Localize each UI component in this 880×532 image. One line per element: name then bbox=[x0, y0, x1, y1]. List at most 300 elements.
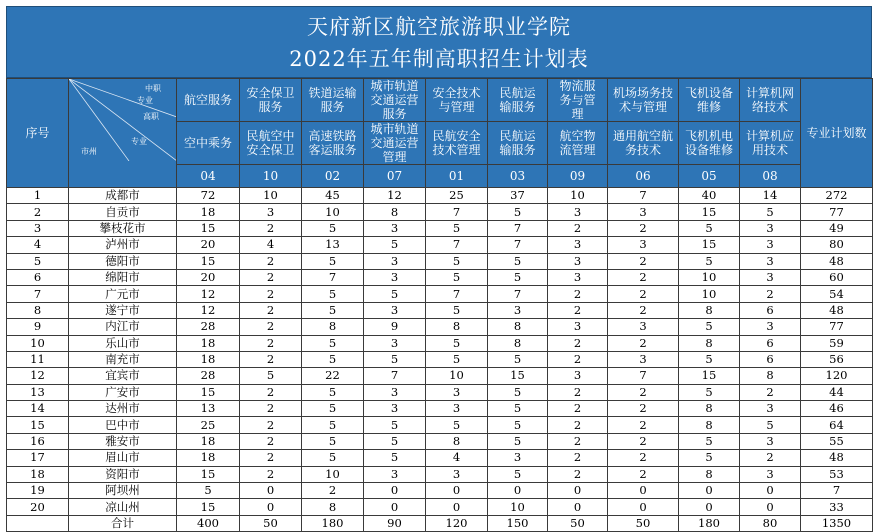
city-name: 攀枝花市 bbox=[69, 220, 177, 236]
plan-count: 8 bbox=[679, 401, 740, 417]
row-total: 55 bbox=[801, 433, 873, 449]
plan-count: 2 bbox=[240, 220, 302, 236]
plan-count: 3 bbox=[426, 384, 488, 400]
table-row bbox=[7, 188, 873, 204]
plan-count: 3 bbox=[488, 302, 548, 318]
row-total: 44 bbox=[801, 384, 873, 400]
plan-count: 3 bbox=[240, 204, 302, 220]
plan-count: 2 bbox=[608, 450, 679, 466]
plan-count: 2 bbox=[548, 286, 608, 302]
plan-count: 2 bbox=[608, 433, 679, 449]
plan-count: 0 bbox=[240, 483, 302, 499]
city-name: 广安市 bbox=[69, 384, 177, 400]
major-gz-06: 通用航空航务技术 bbox=[608, 122, 679, 165]
city-name: 内江市 bbox=[69, 319, 177, 335]
row-number: 7 bbox=[7, 286, 69, 302]
major-zz-05: 飞机设备维修 bbox=[679, 79, 740, 122]
plan-count: 3 bbox=[548, 269, 608, 285]
plan-count: 13 bbox=[302, 237, 364, 253]
plan-count: 5 bbox=[426, 351, 488, 367]
plan-count: 10 bbox=[679, 286, 740, 302]
plan-count: 15 bbox=[177, 499, 240, 515]
plan-count: 2 bbox=[548, 466, 608, 482]
plan-count: 15 bbox=[177, 253, 240, 269]
plan-count: 7 bbox=[488, 286, 548, 302]
plan-count: 6 bbox=[740, 302, 801, 318]
row-number: 15 bbox=[7, 417, 69, 433]
plan-count: 2 bbox=[240, 302, 302, 318]
title-banner bbox=[6, 6, 872, 78]
plan-count: 0 bbox=[608, 483, 679, 499]
major-gz-04: 空中乘务 bbox=[177, 122, 240, 165]
plan-count: 2 bbox=[240, 269, 302, 285]
city-name: 绵阳市 bbox=[69, 269, 177, 285]
table-row bbox=[7, 335, 873, 351]
plan-count: 0 bbox=[364, 483, 426, 499]
plan-count: 7 bbox=[426, 204, 488, 220]
plan-count: 0 bbox=[548, 499, 608, 515]
plan-count: 5 bbox=[488, 466, 548, 482]
plan-count: 0 bbox=[548, 483, 608, 499]
plan-count: 8 bbox=[679, 335, 740, 351]
row-number: 18 bbox=[7, 466, 69, 482]
row-total: 46 bbox=[801, 401, 873, 417]
plan-count: 3 bbox=[548, 204, 608, 220]
plan-count: 10 bbox=[679, 269, 740, 285]
column-total: 400 bbox=[177, 515, 240, 531]
plan-count: 3 bbox=[608, 319, 679, 335]
column-total: 50 bbox=[548, 515, 608, 531]
plan-count: 15 bbox=[679, 237, 740, 253]
plan-count: 2 bbox=[608, 302, 679, 318]
plan-count: 15 bbox=[679, 204, 740, 220]
plan-count: 5 bbox=[302, 220, 364, 236]
plan-count: 8 bbox=[488, 335, 548, 351]
plan-count: 5 bbox=[488, 433, 548, 449]
plan-count: 3 bbox=[740, 319, 801, 335]
plan-count: 7 bbox=[364, 368, 426, 384]
major-zz-01: 安全技术与管理 bbox=[426, 79, 488, 122]
plan-count: 2 bbox=[240, 384, 302, 400]
table-row bbox=[7, 384, 873, 400]
plan-count: 0 bbox=[240, 499, 302, 515]
plan-count: 2 bbox=[548, 433, 608, 449]
plan-count: 5 bbox=[488, 384, 548, 400]
plan-count: 15 bbox=[177, 384, 240, 400]
plan-count: 5 bbox=[679, 351, 740, 367]
plan-count: 3 bbox=[608, 204, 679, 220]
plan-count: 3 bbox=[608, 351, 679, 367]
city-name: 资阳市 bbox=[69, 466, 177, 482]
major-code: 03 bbox=[488, 165, 548, 188]
major-gz-07: 城市轨道交通运营管理 bbox=[364, 122, 426, 165]
row-number: 1 bbox=[7, 188, 69, 204]
row-total: 272 bbox=[801, 188, 873, 204]
column-total: 90 bbox=[364, 515, 426, 531]
plan-count: 5 bbox=[740, 417, 801, 433]
plan-count: 2 bbox=[608, 269, 679, 285]
major-zz-08: 计算机网络技术 bbox=[740, 79, 801, 122]
city-name: 成都市 bbox=[69, 188, 177, 204]
table-title: 2022年五年制高职招生计划表 bbox=[289, 47, 589, 71]
plan-count: 12 bbox=[177, 286, 240, 302]
plan-count: 2 bbox=[240, 417, 302, 433]
plan-count: 5 bbox=[302, 335, 364, 351]
row-number: 14 bbox=[7, 401, 69, 417]
plan-count: 2 bbox=[608, 384, 679, 400]
plan-count: 2 bbox=[240, 401, 302, 417]
plan-count: 8 bbox=[426, 319, 488, 335]
row-total: 56 bbox=[801, 351, 873, 367]
row-number: 6 bbox=[7, 269, 69, 285]
table-row bbox=[7, 417, 873, 433]
row-number: 20 bbox=[7, 499, 69, 515]
row-total: 64 bbox=[801, 417, 873, 433]
table-row bbox=[7, 204, 873, 220]
plan-count: 40 bbox=[679, 188, 740, 204]
plan-count: 0 bbox=[426, 499, 488, 515]
row-total: 77 bbox=[801, 204, 873, 220]
grand-total: 1350 bbox=[801, 515, 873, 531]
column-total: 150 bbox=[488, 515, 548, 531]
plan-count: 4 bbox=[240, 237, 302, 253]
row-number: 5 bbox=[7, 253, 69, 269]
table-row bbox=[7, 499, 873, 515]
row-total: 60 bbox=[801, 269, 873, 285]
table-row bbox=[7, 368, 873, 384]
plan-count: 15 bbox=[679, 368, 740, 384]
plan-count: 5 bbox=[364, 351, 426, 367]
plan-count: 3 bbox=[740, 401, 801, 417]
plan-count: 3 bbox=[740, 253, 801, 269]
major-zz-02: 铁道运输服务 bbox=[302, 79, 364, 122]
plan-count: 72 bbox=[177, 188, 240, 204]
plan-count: 5 bbox=[679, 433, 740, 449]
plan-count: 12 bbox=[364, 188, 426, 204]
plan-count: 4 bbox=[426, 450, 488, 466]
plan-count: 5 bbox=[302, 286, 364, 302]
row-number: 17 bbox=[7, 450, 69, 466]
plan-count: 3 bbox=[426, 466, 488, 482]
row-number: 19 bbox=[7, 483, 69, 499]
city-name: 雅安市 bbox=[69, 433, 177, 449]
plan-count: 2 bbox=[608, 401, 679, 417]
column-total: 180 bbox=[679, 515, 740, 531]
plan-count: 2 bbox=[548, 401, 608, 417]
corner-label-zhongzhi: 中职 bbox=[145, 84, 161, 93]
plan-count: 8 bbox=[740, 368, 801, 384]
plan-count: 0 bbox=[740, 499, 801, 515]
plan-count: 3 bbox=[608, 237, 679, 253]
column-total: 50 bbox=[608, 515, 679, 531]
plan-count: 5 bbox=[426, 220, 488, 236]
plan-count: 5 bbox=[679, 450, 740, 466]
plan-count: 3 bbox=[740, 220, 801, 236]
column-total: 120 bbox=[426, 515, 488, 531]
plan-count: 5 bbox=[426, 253, 488, 269]
major-gz-08: 计算机应用技术 bbox=[740, 122, 801, 165]
major-code: 02 bbox=[302, 165, 364, 188]
plan-count: 2 bbox=[548, 302, 608, 318]
column-total: 50 bbox=[240, 515, 302, 531]
plan-count: 3 bbox=[548, 319, 608, 335]
plan-count: 18 bbox=[177, 335, 240, 351]
plan-count: 6 bbox=[740, 335, 801, 351]
plan-count: 18 bbox=[177, 204, 240, 220]
plan-count: 2 bbox=[608, 220, 679, 236]
plan-count: 2 bbox=[740, 384, 801, 400]
plan-count: 5 bbox=[426, 269, 488, 285]
plan-count: 0 bbox=[364, 499, 426, 515]
row-total: 48 bbox=[801, 450, 873, 466]
plan-count: 3 bbox=[740, 466, 801, 482]
plan-count: 7 bbox=[426, 237, 488, 253]
plan-count: 3 bbox=[740, 237, 801, 253]
plan-count: 7 bbox=[608, 188, 679, 204]
total-header: 专业计划数 bbox=[801, 79, 873, 188]
plan-count: 5 bbox=[364, 286, 426, 302]
plan-count: 8 bbox=[302, 499, 364, 515]
major-gz-05: 飞机机电设备维修 bbox=[679, 122, 740, 165]
plan-count: 20 bbox=[177, 269, 240, 285]
plan-count: 3 bbox=[488, 450, 548, 466]
table-row bbox=[7, 286, 873, 302]
city-name: 自贡市 bbox=[69, 204, 177, 220]
plan-count: 45 bbox=[302, 188, 364, 204]
major-code: 07 bbox=[364, 165, 426, 188]
plan-count: 8 bbox=[679, 466, 740, 482]
plan-count: 2 bbox=[608, 417, 679, 433]
plan-count: 0 bbox=[679, 499, 740, 515]
plan-count: 3 bbox=[426, 401, 488, 417]
corner-label-shizhou: 市州 bbox=[81, 147, 97, 156]
major-zz-04: 航空服务 bbox=[177, 79, 240, 122]
plan-count: 8 bbox=[426, 433, 488, 449]
table-row bbox=[7, 466, 873, 482]
diagonal-corner-header bbox=[69, 79, 177, 188]
plan-count: 5 bbox=[302, 450, 364, 466]
plan-count: 37 bbox=[488, 188, 548, 204]
header-row-zhongzhi bbox=[7, 79, 873, 122]
plan-count: 2 bbox=[240, 433, 302, 449]
plan-count: 0 bbox=[608, 499, 679, 515]
row-total: 53 bbox=[801, 466, 873, 482]
plan-count: 10 bbox=[240, 188, 302, 204]
plan-count: 25 bbox=[177, 417, 240, 433]
row-number: 9 bbox=[7, 319, 69, 335]
plan-count: 5 bbox=[488, 269, 548, 285]
table-row bbox=[7, 220, 873, 236]
city-name: 德阳市 bbox=[69, 253, 177, 269]
table-body bbox=[7, 188, 873, 532]
plan-count: 5 bbox=[679, 253, 740, 269]
plan-count: 18 bbox=[177, 351, 240, 367]
major-gz-03: 民航运输服务 bbox=[488, 122, 548, 165]
plan-count: 7 bbox=[488, 237, 548, 253]
plan-count: 5 bbox=[177, 483, 240, 499]
plan-count: 8 bbox=[302, 319, 364, 335]
row-number: 11 bbox=[7, 351, 69, 367]
plan-count: 5 bbox=[426, 302, 488, 318]
row-total: 54 bbox=[801, 286, 873, 302]
row-number: 13 bbox=[7, 384, 69, 400]
row-total: 49 bbox=[801, 220, 873, 236]
major-code: 06 bbox=[608, 165, 679, 188]
plan-count: 28 bbox=[177, 319, 240, 335]
row-number: 12 bbox=[7, 368, 69, 384]
major-code: 10 bbox=[240, 165, 302, 188]
plan-count: 2 bbox=[608, 286, 679, 302]
plan-count: 2 bbox=[302, 483, 364, 499]
plan-count: 10 bbox=[488, 499, 548, 515]
row-number: 3 bbox=[7, 220, 69, 236]
plan-count: 5 bbox=[302, 433, 364, 449]
major-gz-09: 航空物流管理 bbox=[548, 122, 608, 165]
plan-count: 22 bbox=[302, 368, 364, 384]
plan-count: 2 bbox=[548, 384, 608, 400]
corner-label-zhuanye-bottom: 专业 bbox=[131, 137, 147, 146]
city-name: 广元市 bbox=[69, 286, 177, 302]
plan-count: 5 bbox=[488, 253, 548, 269]
plan-count: 2 bbox=[548, 335, 608, 351]
row-number: 16 bbox=[7, 433, 69, 449]
row-number: 2 bbox=[7, 204, 69, 220]
plan-count: 20 bbox=[177, 237, 240, 253]
plan-count: 2 bbox=[240, 450, 302, 466]
major-gz-01: 民航安全技术管理 bbox=[426, 122, 488, 165]
table-row bbox=[7, 319, 873, 335]
plan-count: 10 bbox=[548, 188, 608, 204]
column-total: 80 bbox=[740, 515, 801, 531]
table-row bbox=[7, 253, 873, 269]
plan-count: 3 bbox=[548, 237, 608, 253]
plan-count: 2 bbox=[608, 253, 679, 269]
major-zz-06: 机场场务技术与管理 bbox=[608, 79, 679, 122]
plan-count: 5 bbox=[302, 253, 364, 269]
plan-count: 7 bbox=[488, 220, 548, 236]
major-zz-07: 城市轨道交通运营服务 bbox=[364, 79, 426, 122]
plan-count: 2 bbox=[608, 335, 679, 351]
major-zz-09: 物流服务与管理 bbox=[548, 79, 608, 122]
totals-blank-cell bbox=[7, 515, 69, 531]
plan-count: 5 bbox=[302, 384, 364, 400]
major-zz-03: 民航运输服务 bbox=[488, 79, 548, 122]
plan-count: 6 bbox=[740, 351, 801, 367]
city-name: 阿坝州 bbox=[69, 483, 177, 499]
plan-count: 2 bbox=[548, 351, 608, 367]
plan-count: 15 bbox=[177, 220, 240, 236]
plan-count: 9 bbox=[364, 319, 426, 335]
row-total: 59 bbox=[801, 335, 873, 351]
major-code: 04 bbox=[177, 165, 240, 188]
enrollment-table bbox=[6, 78, 873, 532]
row-total: 33 bbox=[801, 499, 873, 515]
plan-count: 15 bbox=[177, 466, 240, 482]
plan-count: 2 bbox=[608, 466, 679, 482]
major-code: 08 bbox=[740, 165, 801, 188]
plan-count: 0 bbox=[679, 483, 740, 499]
plan-count: 28 bbox=[177, 368, 240, 384]
plan-count: 5 bbox=[302, 417, 364, 433]
corner-label-zhuanye-top: 专业 bbox=[137, 96, 153, 105]
plan-count: 5 bbox=[740, 204, 801, 220]
plan-count: 3 bbox=[364, 302, 426, 318]
plan-count: 3 bbox=[548, 253, 608, 269]
plan-count: 2 bbox=[740, 450, 801, 466]
plan-count: 14 bbox=[740, 188, 801, 204]
plan-count: 0 bbox=[740, 483, 801, 499]
table-row bbox=[7, 433, 873, 449]
plan-count: 2 bbox=[548, 220, 608, 236]
plan-count: 15 bbox=[488, 368, 548, 384]
row-total: 80 bbox=[801, 237, 873, 253]
major-code: 09 bbox=[548, 165, 608, 188]
plan-count: 3 bbox=[364, 269, 426, 285]
plan-count: 10 bbox=[302, 204, 364, 220]
table-row bbox=[7, 450, 873, 466]
city-name: 乐山市 bbox=[69, 335, 177, 351]
plan-count: 3 bbox=[364, 466, 426, 482]
plan-count: 25 bbox=[426, 188, 488, 204]
plan-count: 3 bbox=[740, 433, 801, 449]
plan-count: 8 bbox=[488, 319, 548, 335]
plan-count: 3 bbox=[364, 401, 426, 417]
plan-count: 3 bbox=[740, 269, 801, 285]
plan-count: 5 bbox=[364, 237, 426, 253]
plan-count: 5 bbox=[364, 450, 426, 466]
row-number: 8 bbox=[7, 302, 69, 318]
plan-count: 5 bbox=[240, 368, 302, 384]
plan-count: 13 bbox=[177, 401, 240, 417]
plan-count: 5 bbox=[302, 302, 364, 318]
plan-count: 3 bbox=[364, 253, 426, 269]
major-zz-10: 安全保卫服务 bbox=[240, 79, 302, 122]
plan-count: 0 bbox=[488, 483, 548, 499]
plan-count: 2 bbox=[740, 286, 801, 302]
plan-count: 7 bbox=[608, 368, 679, 384]
plan-count: 5 bbox=[426, 417, 488, 433]
plan-count: 5 bbox=[364, 433, 426, 449]
city-name: 泸州市 bbox=[69, 237, 177, 253]
major-gz-02: 高速铁路客运服务 bbox=[302, 122, 364, 165]
plan-count: 10 bbox=[302, 466, 364, 482]
row-number: 4 bbox=[7, 237, 69, 253]
row-number: 10 bbox=[7, 335, 69, 351]
plan-count: 5 bbox=[679, 384, 740, 400]
plan-count: 8 bbox=[679, 417, 740, 433]
plan-count: 2 bbox=[240, 335, 302, 351]
seq-header: 序号 bbox=[7, 79, 69, 188]
plan-count: 5 bbox=[488, 417, 548, 433]
city-name: 眉山市 bbox=[69, 450, 177, 466]
plan-count: 5 bbox=[302, 401, 364, 417]
plan-count: 2 bbox=[240, 319, 302, 335]
plan-count: 3 bbox=[364, 335, 426, 351]
plan-count: 12 bbox=[177, 302, 240, 318]
table-row bbox=[7, 237, 873, 253]
plan-count: 5 bbox=[364, 417, 426, 433]
city-name: 遂宁市 bbox=[69, 302, 177, 318]
plan-count: 2 bbox=[548, 450, 608, 466]
row-total: 120 bbox=[801, 368, 873, 384]
table-row bbox=[7, 269, 873, 285]
table-row bbox=[7, 351, 873, 367]
plan-count: 8 bbox=[679, 302, 740, 318]
totals-label: 合计 bbox=[69, 515, 177, 531]
city-name: 巴中市 bbox=[69, 417, 177, 433]
plan-count: 10 bbox=[426, 368, 488, 384]
column-total: 180 bbox=[302, 515, 364, 531]
